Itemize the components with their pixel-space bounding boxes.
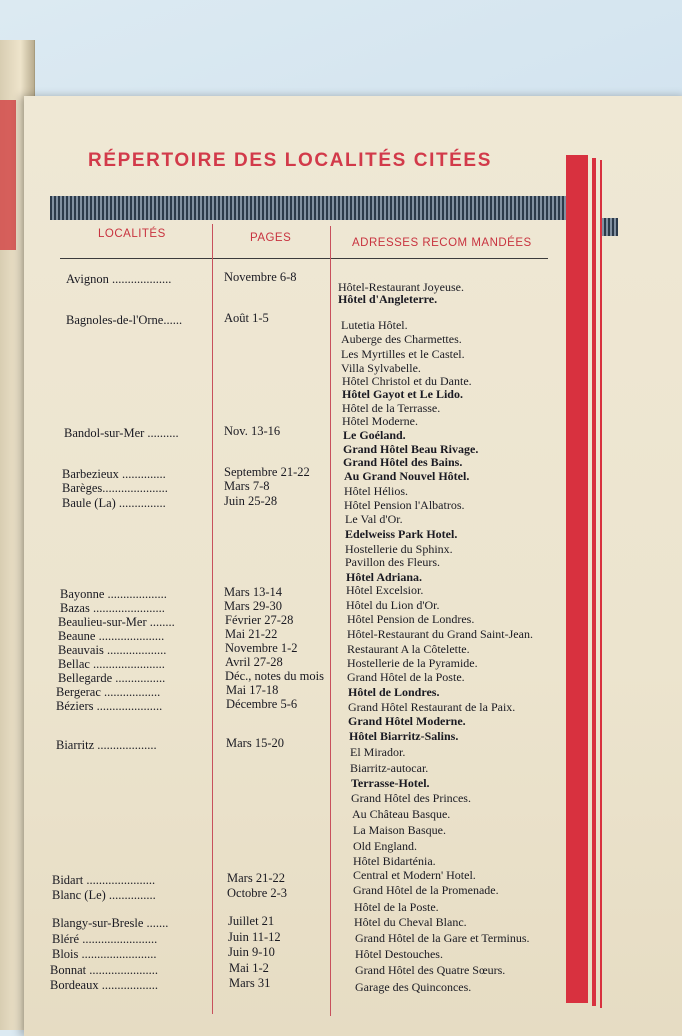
locality-name: Bléré ........................ [52, 932, 158, 946]
address-entry: Garage des Quinconces. [355, 980, 472, 994]
locality-name: Bayonne ................... [60, 587, 167, 601]
locality-name: Bonnat ...................... [50, 963, 158, 977]
red-margin-stripe [566, 155, 588, 1003]
address-entry: Hôtel Destouches. [355, 947, 443, 961]
locality-name: Bagnoles-de-l'Orne...... [66, 313, 183, 327]
locality-name: Bordeaux .................. [50, 978, 158, 992]
address-entry: Grand Hôtel de la Gare et Terminus. [355, 931, 530, 945]
address-entry: Hôtel Pension de Londres. [347, 612, 475, 626]
address-entry: La Maison Basque. [353, 823, 446, 837]
address-entry: Hôtel Biarritz-Salins. [349, 729, 459, 743]
locality-name: Blangy-sur-Bresle ....... [52, 916, 169, 930]
address-entry: Hôtel Pension l'Albatros. [344, 498, 465, 512]
locality-name: Bidart ...................... [52, 873, 156, 887]
locality-page: Octobre 2-3 [227, 886, 288, 900]
address-entry: Hôtel d'Angleterre. [338, 292, 438, 306]
locality-page: Février 27-28 [225, 613, 294, 627]
locality-name: Beaune ..................... [58, 629, 165, 643]
address-entry: Le Val d'Or. [345, 512, 403, 526]
address-entry: Auberge des Charmettes. [341, 332, 462, 346]
address-entry: Biarritz-autocar. [350, 761, 429, 775]
header-rule [60, 258, 548, 259]
address-entry: Hostellerie de la Pyramide. [347, 656, 478, 670]
header-localites: LOCALITÉS [98, 228, 166, 240]
address-entry: Hôtel Christol et du Dante. [342, 374, 472, 388]
locality-page: Mars 15-20 [226, 736, 284, 750]
address-entry: Old England. [353, 839, 417, 853]
address-entry: Grand Hôtel Beau Rivage. [343, 442, 479, 456]
address-entry: Villa Sylvabelle. [341, 361, 421, 375]
locality-name: Bergerac .................. [56, 685, 161, 699]
address-entry: Hôtel Bidarténia. [353, 854, 436, 868]
locality-page: Juin 11-12 [228, 930, 281, 944]
address-entry: Central et Modern' Hotel. [353, 868, 476, 882]
locality-name: Biarritz ................... [56, 738, 157, 752]
locality-page: Mars 13-14 [224, 585, 282, 599]
locality-page: Déc., notes du mois [225, 669, 324, 683]
address-entry: Restaurant A la Côtelette. [347, 642, 470, 656]
locality-page: Mai 17-18 [226, 683, 279, 697]
address-entry: Pavillon des Fleurs. [345, 555, 440, 569]
address-entry: Grand Hôtel des Bains. [343, 455, 463, 469]
column-divider-1 [212, 224, 213, 1014]
locality-page: Mars 31 [229, 976, 271, 990]
locality-name: Béziers ..................... [56, 699, 163, 713]
address-entry: Lutetia Hôtel. [341, 318, 408, 332]
address-entry: Hôtel Moderne. [342, 414, 418, 428]
locality-name: Bellac ....................... [58, 657, 165, 671]
address-entry: Au Château Basque. [352, 807, 451, 821]
locality-page: Novembre 1-2 [225, 641, 298, 655]
locality-name: Avignon ................... [66, 272, 172, 286]
address-entry: Au Grand Nouvel Hôtel. [344, 469, 470, 483]
locality-page: Mars 29-30 [224, 599, 282, 613]
address-entry: Hôtel du Lion d'Or. [346, 598, 440, 612]
locality-page: Nov. 13-16 [224, 424, 281, 438]
address-entry: Grand Hôtel des Quatre Sœurs. [355, 963, 506, 977]
locality-name: Beauvais ................... [58, 643, 167, 657]
address-entry: Hôtel-Restaurant du Grand Saint-Jean. [347, 627, 533, 641]
decorative-band [50, 196, 566, 220]
address-entry: Hôtel Gayot et Le Lido. [342, 387, 463, 401]
address-entry: Grand Hôtel des Princes. [351, 791, 471, 805]
column-divider-2 [330, 226, 331, 1016]
decorative-band-end [600, 218, 618, 236]
address-entry: Grand Hôtel de la Promenade. [353, 883, 499, 897]
address-entry: Hôtel de la Poste. [354, 900, 439, 914]
address-entry: Grand Hôtel Restaurant de la Paix. [348, 700, 516, 714]
address-entry: Grand Hôtel Moderne. [348, 714, 466, 728]
locality-page: Avril 27-28 [225, 655, 283, 669]
locality-name: Barèges..................... [62, 481, 168, 495]
locality-page: Septembre 21-22 [224, 465, 310, 479]
locality-name: Beaulieu-sur-Mer ........ [58, 615, 175, 629]
locality-page: Mai 21-22 [225, 627, 278, 641]
locality-page: Juin 9-10 [228, 945, 275, 959]
locality-page: Août 1-5 [224, 311, 269, 325]
locality-page: Juillet 21 [228, 914, 275, 928]
locality-page: Mai 1-2 [229, 961, 269, 975]
locality-name: Bandol-sur-Mer .......... [64, 426, 179, 440]
locality-name: Bellegarde ................ [58, 671, 166, 685]
locality-page: Mars 7-8 [224, 479, 270, 493]
locality-name: Blanc (Le) ............... [52, 888, 156, 902]
address-entry: Hostellerie du Sphinx. [345, 542, 453, 556]
address-entry: Hôtel du Cheval Blanc. [354, 915, 467, 929]
address-entry: Hôtel de Londres. [348, 685, 440, 699]
header-adresses: ADRESSES RECOM MANDÉES [352, 237, 532, 249]
address-entry: Le Goéland. [343, 428, 406, 442]
address-entry: Les Myrtilles et le Castel. [341, 347, 465, 361]
address-entry: Hôtel de la Terrasse. [342, 401, 441, 415]
address-entry: Hôtel Adriana. [346, 570, 423, 584]
page-title: RÉPERTOIRE DES LOCALITÉS CITÉES [88, 150, 492, 171]
address-entry: Edelweiss Park Hotel. [345, 527, 458, 541]
locality-name: Baule (La) ............... [62, 496, 166, 510]
left-page-red-mark [0, 100, 16, 250]
locality-name: Bazas ....................... [60, 601, 165, 615]
red-margin-stripe-thin [592, 158, 596, 1006]
locality-page: Mars 21-22 [227, 871, 285, 885]
red-margin-stripe-hairline [600, 160, 602, 1008]
address-entry: Hôtel Excelsior. [346, 583, 424, 597]
header-pages: PAGES [250, 232, 292, 244]
address-entry: Hôtel Hélios. [344, 484, 408, 498]
locality-page: Décembre 5-6 [226, 697, 298, 711]
address-entry: Hôtel-Restaurant Joyeuse. [338, 280, 464, 294]
address-entry: Terrasse-Hotel. [351, 776, 430, 790]
locality-page: Novembre 6-8 [224, 270, 297, 284]
locality-page: Juin 25-28 [224, 494, 278, 508]
locality-name: Blois ........................ [52, 947, 157, 961]
address-entry: El Mirador. [350, 745, 406, 759]
locality-name: Barbezieux .............. [62, 467, 166, 481]
address-entry: Grand Hôtel de la Poste. [347, 670, 465, 684]
